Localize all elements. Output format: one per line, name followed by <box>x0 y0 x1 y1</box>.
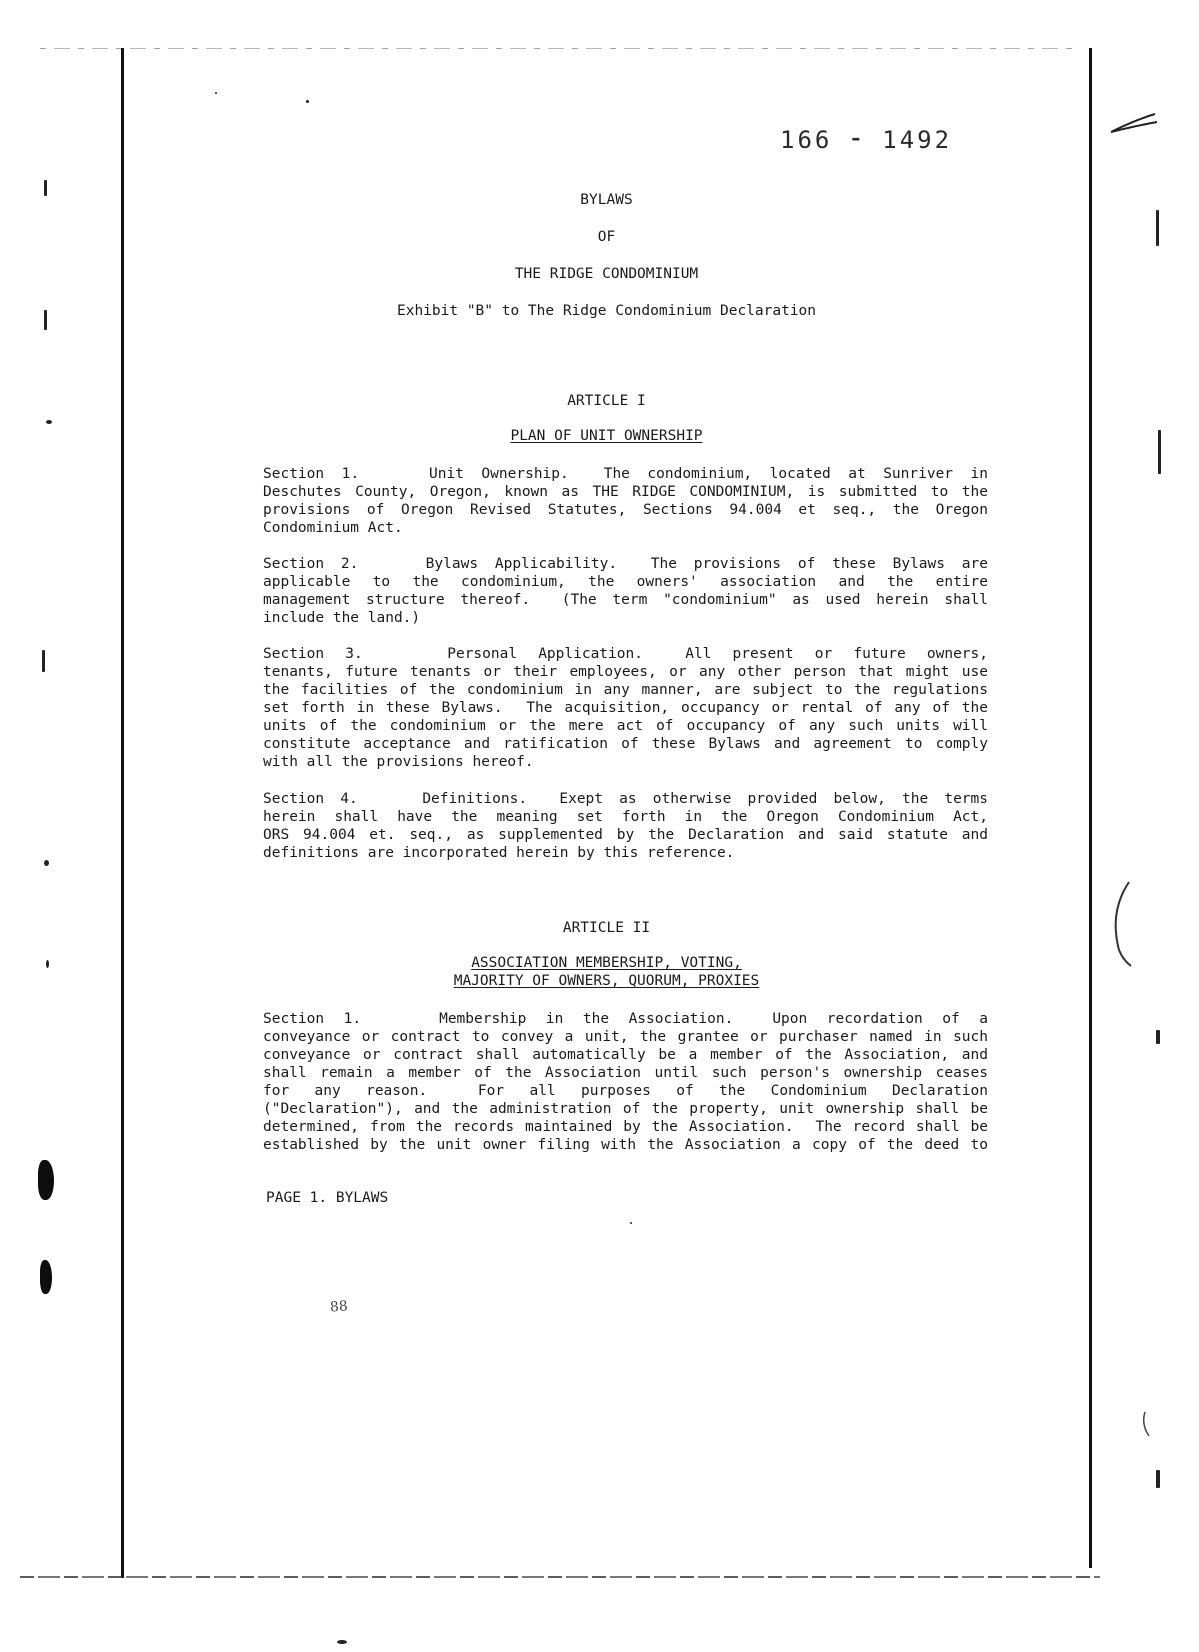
paragraph-line: tenants, future tenants or their employees, or any other person that might use <box>263 664 988 680</box>
paragraph-line: management structure thereof. (The term "condominium" as used herein shall <box>263 592 988 608</box>
paragraph-line: with all the provisions hereof. <box>263 754 534 770</box>
paragraph-line: Section 3. Personal Application. All present or future owners, <box>263 646 988 662</box>
scan-speck <box>337 1640 347 1644</box>
scan-speck <box>44 310 47 330</box>
paragraph-line: set forth in these Bylaws. The acquisition, occupancy or rental of any of the <box>263 700 988 716</box>
article-1-heading: ARTICLE I <box>567 393 646 409</box>
paragraph-line: units of the condominium or the mere act of occupancy of any such units will <box>263 718 988 734</box>
scan-bottom-edge <box>20 1576 1100 1578</box>
paragraph-line: applicable to the condominium, the owners' association and the entire <box>263 574 988 590</box>
paragraph-line: the facilities of the condominium in any manner, are subject to the regulations <box>263 682 988 698</box>
paragraph-line: ORS 94.004 et. seq., as supplemented by the Declaration and said statute and <box>263 827 988 843</box>
page-footer: PAGE 1. BYLAWS <box>266 1190 389 1206</box>
paragraph-line: provisions of Oregon Revised Statutes, Sections 94.004 et seq., the Oregon <box>263 502 988 518</box>
scan-blot <box>40 1260 52 1294</box>
margin-tick-mark <box>1144 1412 1149 1436</box>
paragraph-line: definitions are incorporated herein by this reference. <box>263 845 735 861</box>
article-2-subheading-2: MAJORITY OF OWNERS, QUORUM, PROXIES <box>453 973 760 989</box>
paragraph-line: Deschutes County, Oregon, known as THE RIDGE CONDOMINIUM, is submitted to the <box>263 484 988 500</box>
scan-speck <box>46 960 49 968</box>
title-condominium: THE RIDGE CONDOMINIUM <box>514 266 699 282</box>
paragraph-line: include the land.) <box>263 610 421 626</box>
paragraph-line: determined, from the records maintained by the Association. The record shall be <box>263 1119 988 1135</box>
scan-speck <box>630 1222 632 1224</box>
article-2-subheading-1: ASSOCIATION MEMBERSHIP, VOTING, <box>471 955 742 971</box>
scan-speck <box>42 650 45 672</box>
paragraph-line: Section 1. Membership in the Association. Upon recordation of a <box>263 1011 988 1027</box>
article-1-section-2 <box>263 555 988 627</box>
paragraph-line: constitute acceptance and ratification of these Bylaws and agreement to comply <box>263 736 988 752</box>
scan-top-edge <box>40 48 1080 49</box>
handwritten-mark: 88 <box>329 1298 349 1316</box>
scan-speck <box>306 100 309 103</box>
paragraph-line: conveyance or contract to convey a unit, the grantee or purchaser named in such <box>263 1029 988 1045</box>
scan-speck <box>215 92 217 94</box>
scan-blot <box>38 1160 54 1200</box>
paragraph-line: Condominium Act. <box>263 520 403 536</box>
scan-speck <box>44 180 47 196</box>
paragraph-line: Section 1. Unit Ownership. The condominium, located at Sunriver in <box>263 466 988 482</box>
paragraph-line: ("Declaration"), and the administration of the property, unit ownership shall be <box>263 1101 988 1117</box>
paragraph-line: conveyance or contract shall automatically be a member of the Association, and <box>263 1047 988 1063</box>
article-1-section-1 <box>263 465 988 537</box>
title-of: OF <box>597 229 616 245</box>
article-2-heading: ARTICLE II <box>562 920 651 936</box>
scan-right-border <box>1089 48 1092 1568</box>
paragraph-line: Section 2. Bylaws Applicability. The provisions of these Bylaws are <box>263 556 988 572</box>
paragraph-line: for any reason. For all purposes of the Condominium Declaration <box>263 1083 988 1099</box>
paragraph-line: shall remain a member of the Association until such person's ownership ceases <box>263 1065 988 1081</box>
margin-paren-mark <box>1116 882 1131 966</box>
scan-speck <box>44 860 49 866</box>
title-exhibit: Exhibit "B" to The Ridge Condominium Declaration <box>396 303 817 319</box>
paragraph-line: established by the unit owner filing with the Association a copy of the deed to <box>263 1137 988 1153</box>
document-number: 166 ⁃ 1492 <box>780 126 953 154</box>
article-1-section-4 <box>263 790 988 862</box>
article-1-section-3 <box>263 645 988 771</box>
margin-arc-mark <box>1111 114 1157 132</box>
scan-speck <box>46 420 52 424</box>
title-bylaws: BYLAWS <box>580 192 633 208</box>
paragraph-line: Section 4. Definitions. Exept as otherwise provided below, the terms <box>263 791 988 807</box>
paragraph-line: herein shall have the meaning set forth in the Oregon Condominium Act, <box>263 809 988 825</box>
article-2-section-1 <box>263 1010 988 1154</box>
margin-mark-svg <box>1105 100 1165 1500</box>
article-1-subheading: PLAN OF UNIT OWNERSHIP <box>510 428 703 444</box>
